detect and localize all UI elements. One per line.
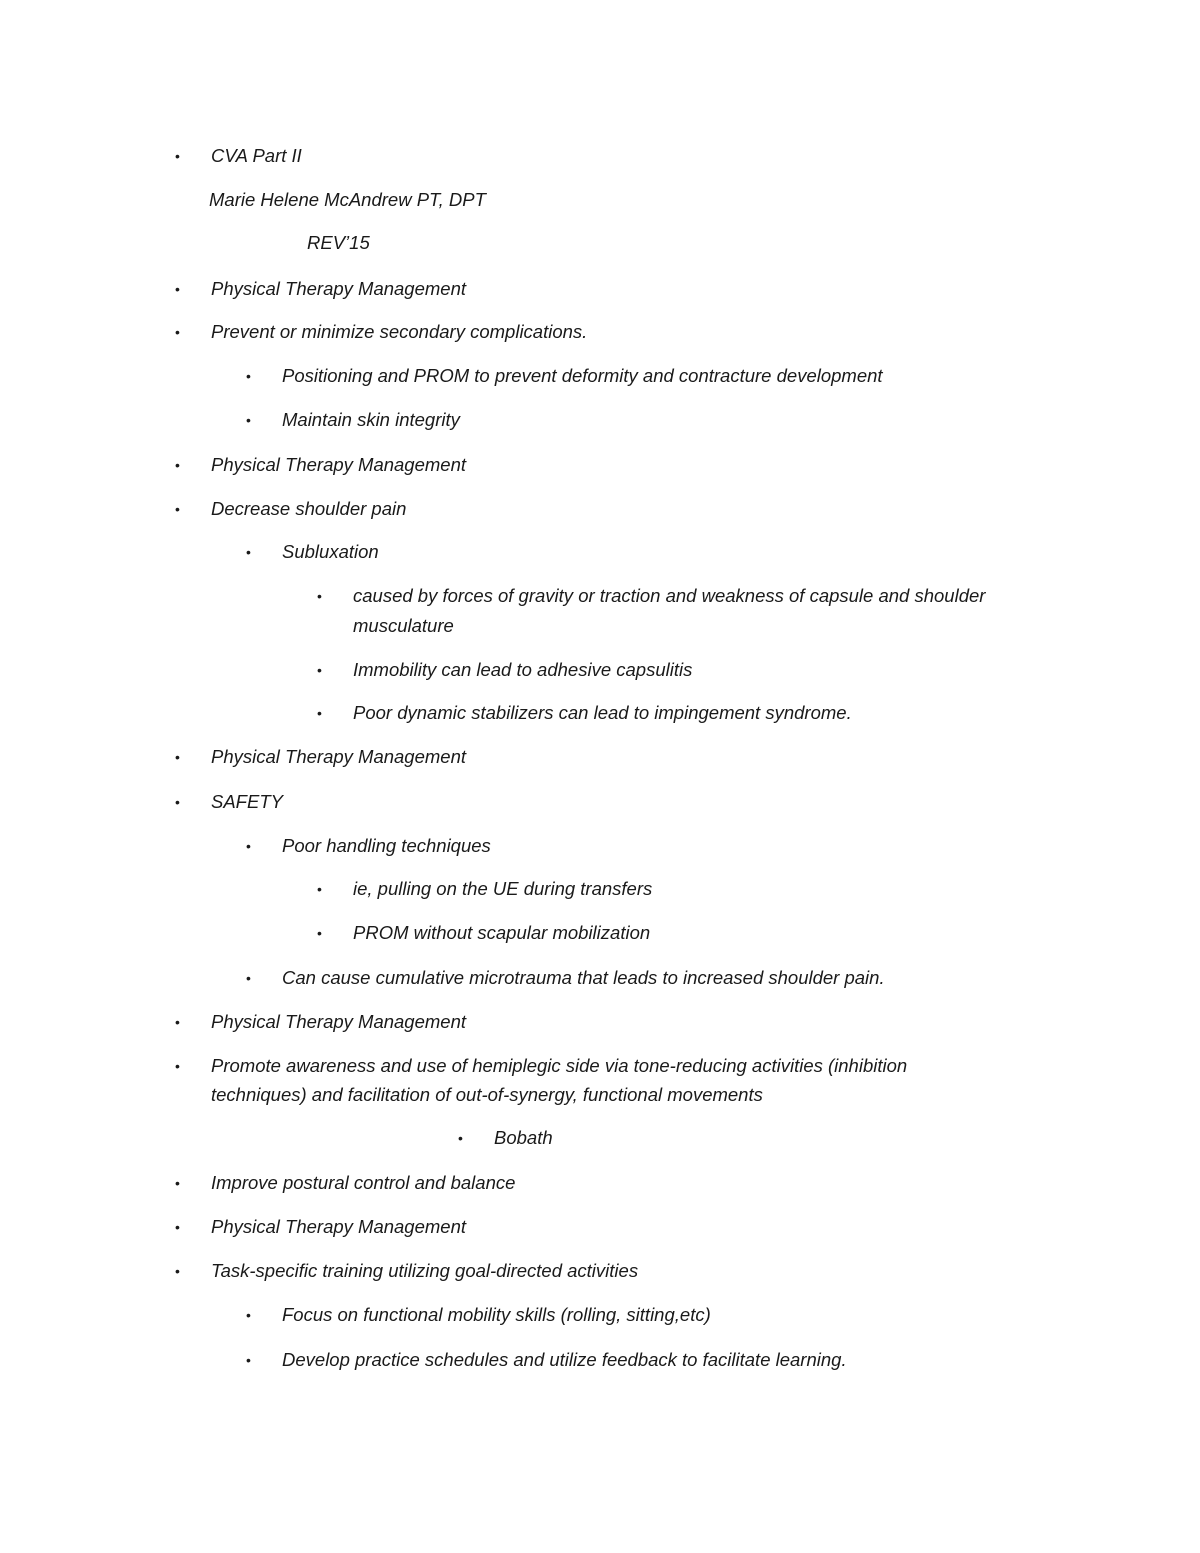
list-item-text: Positioning and PROM to prevent deformity and contracture development (282, 365, 883, 386)
list-item-text: Bobath (494, 1127, 553, 1148)
bullet-icon: • (246, 1307, 251, 1323)
bullet-icon: • (317, 925, 322, 941)
list-item-text: Poor dynamic stabilizers can lead to impingement syndrome. (353, 702, 852, 723)
bullet-icon: • (175, 324, 180, 340)
bullet-icon: • (246, 368, 251, 384)
bullet-icon: • (317, 881, 322, 897)
bullet-icon: • (175, 501, 180, 517)
list-item-text: Task-specific training utilizing goal-directed activities (211, 1260, 639, 1281)
bullet-icon: • (175, 794, 180, 810)
bullet-icon: • (175, 1219, 180, 1235)
bullet-icon: • (246, 412, 251, 428)
bullet-icon: • (175, 1263, 180, 1279)
bullet-icon: • (317, 705, 322, 721)
list-item-text: ie, pulling on the UE during transfers (353, 878, 653, 899)
list-item-text: Physical Therapy Management (211, 1011, 467, 1032)
revision-label: REV’15 (307, 232, 370, 253)
bullet-icon: • (246, 544, 251, 560)
bullet-icon: • (246, 838, 251, 854)
bullet-icon: • (246, 970, 251, 986)
list-item-text: Physical Therapy Management (211, 278, 467, 299)
list-item-text: Develop practice schedules and utilize feedback to facilitate learning. (282, 1349, 847, 1370)
list-item-text: Prevent or minimize secondary complications. (211, 321, 588, 342)
list-item-text: musculature (353, 615, 454, 636)
bullet-icon: • (317, 662, 322, 678)
bullet-icon: • (175, 1058, 180, 1074)
bullet-icon: • (175, 281, 180, 297)
bullet-icon: • (175, 749, 180, 765)
bullet-icon: • (175, 148, 180, 164)
list-item-text: Poor handling techniques (282, 835, 491, 856)
bullet-icon: • (458, 1130, 463, 1146)
author-name: Marie Helene McAndrew PT, DPT (209, 189, 486, 210)
bullet-icon: • (246, 1352, 251, 1368)
bullet-icon: • (317, 588, 322, 604)
list-item-text: Physical Therapy Management (211, 454, 467, 475)
list-item-text: Focus on functional mobility skills (rolling, sitting,etc) (282, 1304, 711, 1325)
bullet-icon: • (175, 1014, 180, 1030)
bullet-icon: • (175, 457, 180, 473)
list-item-text: Physical Therapy Management (211, 746, 467, 767)
list-item-text: Improve postural control and balance (211, 1172, 516, 1193)
list-item-text: Physical Therapy Management (211, 1216, 467, 1237)
list-item-text: Immobility can lead to adhesive capsulitis (353, 659, 693, 680)
list-item-text: Promote awareness and use of hemiplegic side via tone-reducing activities (inhibition (211, 1055, 908, 1076)
list-item-text: Can cause cumulative microtrauma that leads to increased shoulder pain. (282, 967, 885, 988)
list-item-text: Decrease shoulder pain (211, 498, 407, 519)
list-item-text: techniques) and facilitation of out-of-synergy, functional movements (211, 1084, 763, 1105)
list-item-text: PROM without scapular mobilization (353, 922, 651, 943)
bullet-icon: • (175, 1175, 180, 1191)
list-item-text: SAFETY (211, 791, 283, 812)
list-item-text: Maintain skin integrity (282, 409, 460, 430)
list-item-text: Subluxation (282, 541, 379, 562)
document-title: CVA Part II (211, 145, 302, 166)
list-item-text: caused by forces of gravity or traction and weakness of capsule and shoulder (353, 585, 986, 606)
